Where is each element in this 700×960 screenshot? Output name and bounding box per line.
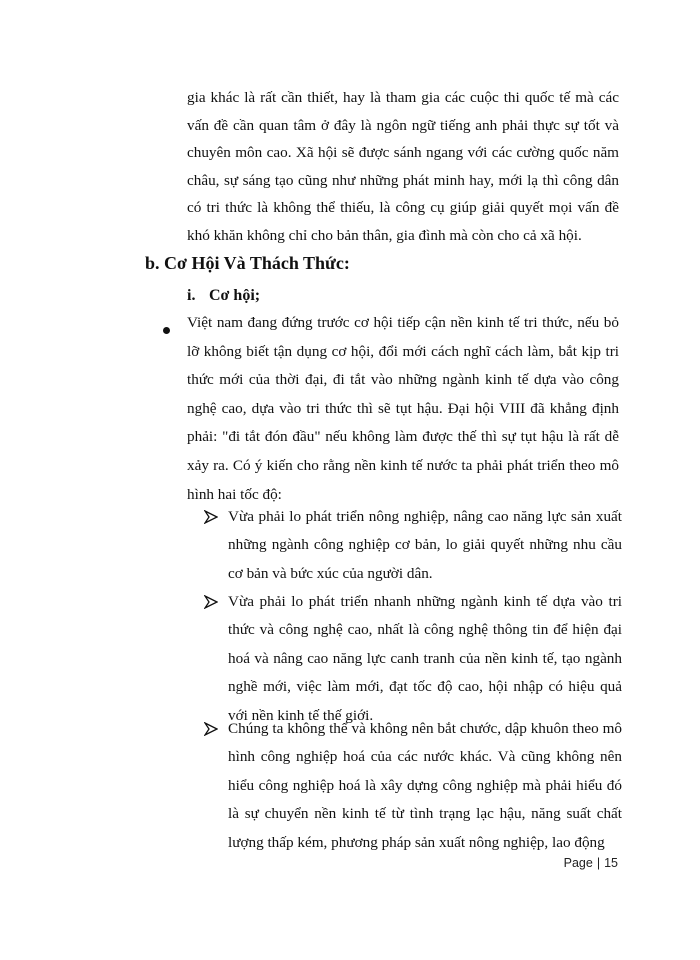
page-number: 15 xyxy=(604,856,618,870)
subsection-heading xyxy=(187,287,260,305)
arrowhead-bullet-icon xyxy=(204,595,218,609)
page-footer xyxy=(564,856,618,870)
sub-item: Chúng ta không thể và không nên bắt chước, dập khuôn theo mô hình công nghiệp hoá của các nước khác. Và cũng không nên hiểu công nghiệp hoá là xây dựng công nghiệp mà phải hiểu đó là sự chuyển nền kinh tế từ tình trạng lạc hậu, năng suất chất lượng thấp kém, phương pháp sản xuất nông nghiệp, lao động xyxy=(228,720,622,851)
subsection-number: i. xyxy=(187,287,196,304)
intro-paragraph: gia khác là rất cần thiết, hay là tham gia các cuộc thi quốc tế mà các vấn đề cần quan tâm ở đây là ngôn ngữ tiếng anh phải thực sự tốt và chuyên môn cao. Xã hội sẽ được sánh ngang với các cường quốc năm châu, sự sáng tạo cũng như những phát minh hay, mới lạ thì công dân có tri thức là không thể thiếu, là công cụ giúp giải quyết mọi vấn đề khó khăn không chỉ cho bản thân, gia đình mà còn cho cả xã hội. xyxy=(187,89,619,244)
arrowhead-bullet-icon xyxy=(204,722,218,736)
page-label: Page xyxy=(563,856,593,870)
sub-item: Vừa phải lo phát triển nông nghiệp, nâng cao năng lực sản xuất những ngành công nghiệp cơ bản, lo giải quyết những nhu cầu cơ bản và bức xúc của người dân. xyxy=(228,508,622,582)
section-heading: b. Cơ Hội Và Thách Thức: xyxy=(145,253,350,273)
footer-separator: | xyxy=(596,856,601,870)
subsection-title: Cơ hội; xyxy=(209,287,261,304)
bullet-paragraph: Việt nam đang đứng trước cơ hội tiếp cận nền kinh tế tri thức, nếu bỏ lỡ không biết tận dụng cơ hội, đổi mới cách nghĩ cách làm, bắt kịp tri thức mới của thời đại, đi tắt vào những ngành kinh tế dựa vào công nghệ cao, dựa vào tri thức thì sẽ tụt hậu. Đại hội VIII đã khẳng định phải: "đi tắt đón đầu" nếu không làm được thế thì sự tụt hậu là rất dễ xảy ra. Có ý kiến cho rằng nền kinh tế nước ta phải phát triển theo mô hình hai tốc độ: xyxy=(187,314,619,503)
sub-item: Vừa phải lo phát triển nhanh những ngành kinh tế dựa vào tri thức và công nghệ cao, nhất là công nghệ thông tin để hiện đại hoá và nâng cao năng lực canh tranh của nền kinh tế, tạo ngành nghề mới, việc làm mới, đạt tốc độ cao, hội nhập có hiệu quả với nền kinh tế thế giới. xyxy=(228,593,622,724)
arrowhead-bullet-icon xyxy=(204,510,218,524)
bullet-dot-icon xyxy=(163,327,170,334)
